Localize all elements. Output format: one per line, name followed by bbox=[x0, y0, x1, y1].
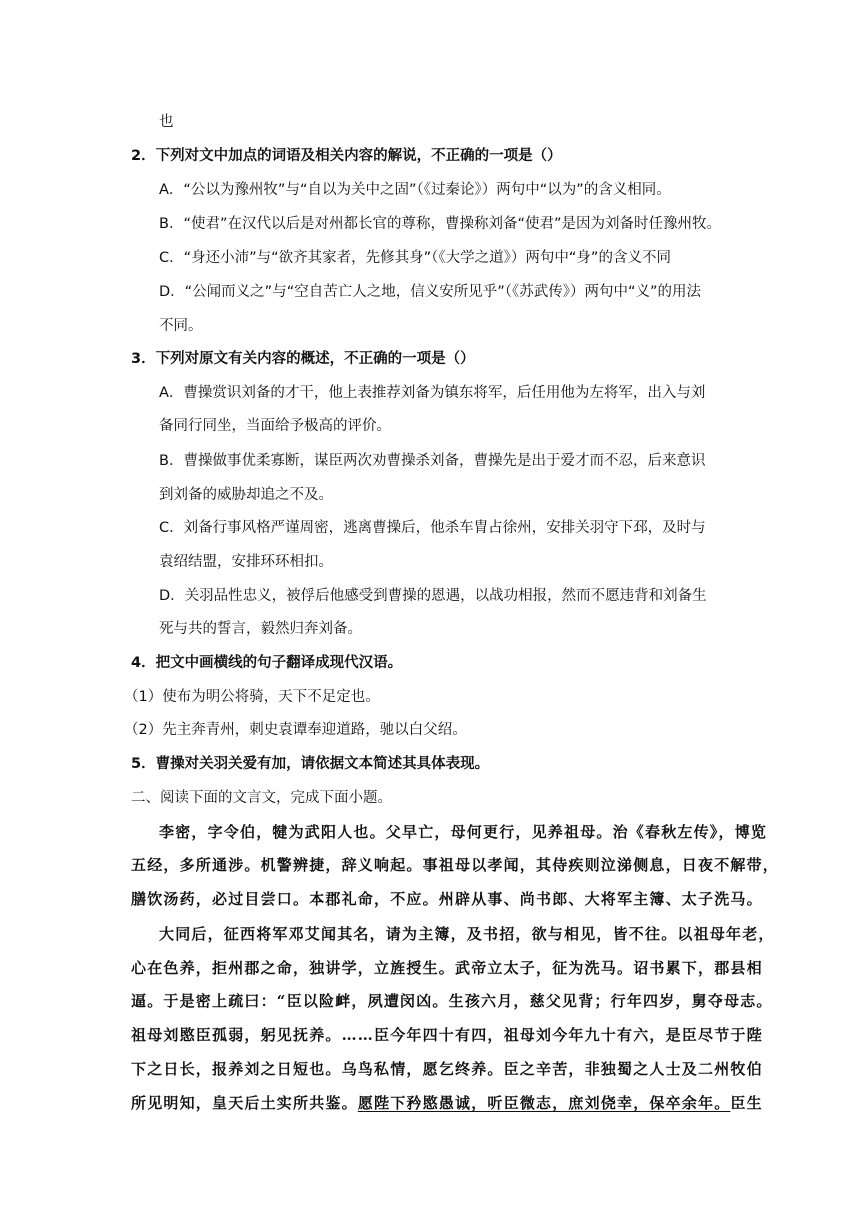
question-2-option-b: B．“使君”在汉代以后是对州都长官的尊称，曹操称刘备“使君”是因为刘备时任豫州牧。 bbox=[159, 216, 721, 232]
section-2-title: 二、阅读下面的文言文，完成下面小题。 bbox=[131, 790, 392, 806]
question-2-option-c: C．“身还小沛”与“欲齐其家者，先修其身”（《大学之道》）两句中“身”的含义不同 bbox=[159, 250, 671, 266]
question-2-option-d-line2: 不同。 bbox=[159, 318, 203, 334]
passage-paragraph-2-line-4: 祖母刘愍臣孤弱，躬见抚养。……臣今年四十有四，祖母刘今年九十有六，是臣尽节于陛 bbox=[131, 1026, 763, 1044]
question-3-option-d-line2: 死与共的誓言，毅然归奔刘备。 bbox=[159, 621, 362, 637]
question-3-option-a-line2: 备同行同坐，当面给予极高的评价。 bbox=[159, 418, 391, 434]
question-3-option-d-line1: D．关羽品性忠义，被俘后他感受到曹操的恩遇，以战功相报，然而不愿违背和刘备生 bbox=[159, 588, 707, 604]
question-4-stem: 4．把文中画横线的句子翻译成现代汉语。 bbox=[131, 655, 403, 671]
continuation-text: 也 bbox=[159, 114, 174, 130]
question-3-stem: 3．下列对原文有关内容的概述，不正确的一项是（） bbox=[131, 351, 475, 367]
passage-paragraph-1-line-1: 李密，字令伯，犍为武阳人也。父早亡，母何更行，见养祖母。治《春秋左传》，博览 bbox=[159, 823, 768, 841]
question-3-option-a-line1: A．曹操赏识刘备的才干，他上表推荐刘备为镇东将军，后任用他为左将军，出入与刘 bbox=[159, 385, 706, 401]
question-4-sentence-1: （1）使布为明公将骑，天下不足定也。 bbox=[124, 689, 380, 705]
question-3-option-b-line1: B．曹操做事优柔寡断，谋臣两次劝曹操杀刘备，曹操先是出于爱才而不忍，后来意识 bbox=[159, 453, 706, 469]
passage-paragraph-2-line-3: 逼。于是密上疏曰：“臣以险衅，夙遭闵凶。生孩六月，慈父见背；行年四岁，舅夺母志。 bbox=[131, 992, 773, 1010]
question-3-option-b-line2: 到刘备的威胁却追之不及。 bbox=[159, 487, 333, 503]
question-2-option-a: A．“公以为豫州牧”与“自以为关中之固”（《过秦论》）两句中“以为”的含义相同。 bbox=[159, 182, 671, 198]
underlined-sentence: 愿陛下矜愍愚诚，听臣微志，庶刘侥幸，保卒余年。 bbox=[357, 1094, 731, 1112]
question-5-stem: 5．曹操对关羽关爱有加，请依据文本简述其具体表现。 bbox=[131, 756, 490, 772]
passage-paragraph-2-line-5: 下之日长，报养刘之日短也。乌鸟私情，愿乞终养。臣之辛苦，非独蜀之人士及二州牧伯 bbox=[131, 1060, 763, 1078]
question-4-sentence-2: （2）先主奔青州，刺史袁谭奉迎道路，驰以白父绍。 bbox=[124, 722, 467, 738]
passage-paragraph-2-line-1: 大同后，征西将军邓艾闻其名，请为主簿，及书招，欲与相见，皆不往。以祖母年老， bbox=[159, 925, 775, 943]
passage-paragraph-2-line-6 bbox=[131, 1093, 763, 1113]
question-2-option-d-line1: D．“公闻而义之”与“空自苦亡人之地，信义安所见乎”（《苏武传》）两句中“义”的用法 bbox=[159, 284, 701, 300]
passage-text: 所见明知，皇天后土实所共鉴。 bbox=[131, 1094, 358, 1112]
question-2-stem: 2．下列对文中加点的词语及相关内容的解说，不正确的一项是（） bbox=[131, 148, 562, 164]
passage-paragraph-2-line-2: 心在色养，拒州郡之命，独讲学，立旌授生。武帝立太子，征为洗马。诏书累下，郡县相 bbox=[131, 959, 763, 977]
passage-paragraph-1-line-2: 五经，多所通涉。机警辨捷，辞义响起。事祖母以孝闻，其侍疾则泣涕侧息，日夜不解带， bbox=[131, 856, 780, 874]
question-3-option-c-line2: 袁绍结盟，安排环环相扣。 bbox=[159, 554, 333, 570]
question-3-option-c-line1: C．刘备行事风格严谨周密，逃离曹操后，他杀车胄占徐州，安排关羽守下邳，及时与 bbox=[159, 520, 706, 536]
passage-paragraph-1-line-3: 膳饮汤药，必过目尝口。本郡礼命，不应。州辟从事、尚书郎、大将军主簿、太子洗马。 bbox=[131, 890, 763, 908]
passage-text: 臣生 bbox=[730, 1094, 763, 1112]
